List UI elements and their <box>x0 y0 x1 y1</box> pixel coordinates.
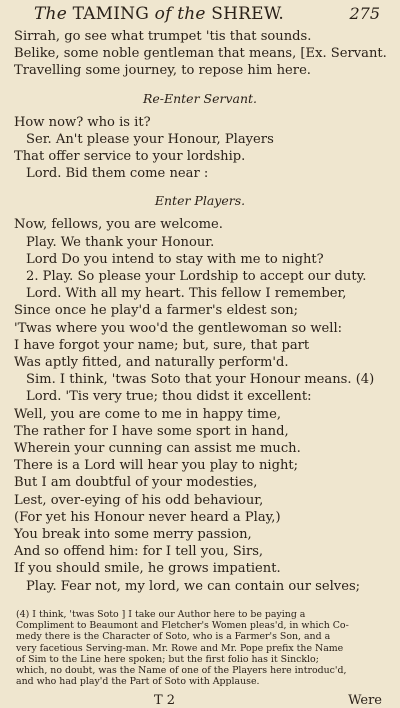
text-line: I have forgot your name; but, sure, that part <box>14 337 310 353</box>
text-line: If you should smile, he grows impatient. <box>14 561 281 577</box>
text-line: Now, fellows, you are welcome. <box>14 217 223 233</box>
text-line: Since once he play'd a farmer's eldest son; <box>14 303 299 319</box>
footnote-line: (4) I think, 'twas Soto ] I take our Author here to be paying a <box>16 608 306 620</box>
text-line: Lord. With all my heart. This fellow I remember, <box>26 286 347 302</box>
text-line: Lest, over-eying of his odd behaviour, <box>14 492 264 508</box>
running-title <box>34 4 284 24</box>
stage-direction: Re-Enter Servant. <box>142 90 258 106</box>
title-word-the: The <box>34 4 67 24</box>
text-line: How now? who is it? <box>14 114 151 130</box>
signature-mark: T 2 <box>154 693 176 708</box>
text-line: 2. Play. So please your Lordship to accept our duty. <box>26 269 367 285</box>
title-word-the-2: the <box>177 4 206 24</box>
text-line: (For yet his Honour never heard a Play,) <box>14 509 281 525</box>
footnote-line: Compliment to Beaumont and Fletcher's Women pleas'd, in which Co- <box>16 620 349 632</box>
text-line: Lord. 'Tis very true; thou didst it excellent: <box>26 389 312 405</box>
text-line: There is a Lord will hear you play to night; <box>14 458 299 474</box>
title-word-shrew: SHREW. <box>211 4 285 24</box>
catchword: Were <box>348 693 382 708</box>
text-line: Play. Fear not, my lord, we can contain our selves; <box>26 578 361 594</box>
footnote <box>14 609 386 687</box>
text-line: And so offend him: for I tell you, Sirs, <box>14 544 264 560</box>
text-line: 'Twas where you woo'd the gentlewoman so well: <box>14 320 343 336</box>
text-line: Sirrah, go see what trumpet 'tis that sounds. <box>14 29 312 44</box>
text-line: Sim. I think, 'twas Soto that your Honour means. (4) <box>26 372 375 388</box>
text-line: Lord Do you intend to stay with me to night? <box>26 251 324 267</box>
running-header <box>34 4 386 28</box>
footnote-line: very facetious Serving-man. Mr. Rowe and Mr. Pope prefix the Name <box>16 642 344 654</box>
title-word-taming: TAMING <box>72 4 150 24</box>
page-footer <box>14 693 386 708</box>
footnote-line: and who had play'd the Part of Soto with Applause. <box>16 676 260 688</box>
footnote-line: medy there is the Character of Soto, who is a Farmer's Son, and a <box>16 631 331 643</box>
text-line: Play. We thank your Honour. <box>26 234 215 250</box>
text-line: Belike, some noble gentleman that means, [Ex. Servant. <box>14 46 387 62</box>
stage-direction: Enter Players. <box>154 193 246 209</box>
text-line: Ser. An't please your Honour, Players <box>26 131 274 147</box>
text-line: You break into some merry passion, <box>14 527 252 543</box>
text-line: Wherein your cunning can assist me much. <box>14 441 301 457</box>
title-word-of: of <box>154 4 172 24</box>
text-line: That offer service to your lordship. <box>14 149 246 165</box>
text-line: Well, you are come to me in happy time, <box>14 406 281 422</box>
page-number: 275 <box>349 4 380 23</box>
text-line: The rather for I have some sport in hand, <box>14 423 289 439</box>
footnote-line: of Sim to the Line here spoken; but the first folio has it Sincklo; <box>16 653 319 665</box>
text-line: Travelling some journey, to repose him here. <box>14 63 311 79</box>
text-line: But I am doubtful of your modesties, <box>14 475 258 491</box>
text-line: Lord. Bid them come near : <box>26 166 209 182</box>
footnote-line: which, no doubt, was the Name of one of the Players here introduc'd, <box>16 664 347 676</box>
text-line: Was aptly fitted, and naturally perform'd. <box>14 355 289 371</box>
